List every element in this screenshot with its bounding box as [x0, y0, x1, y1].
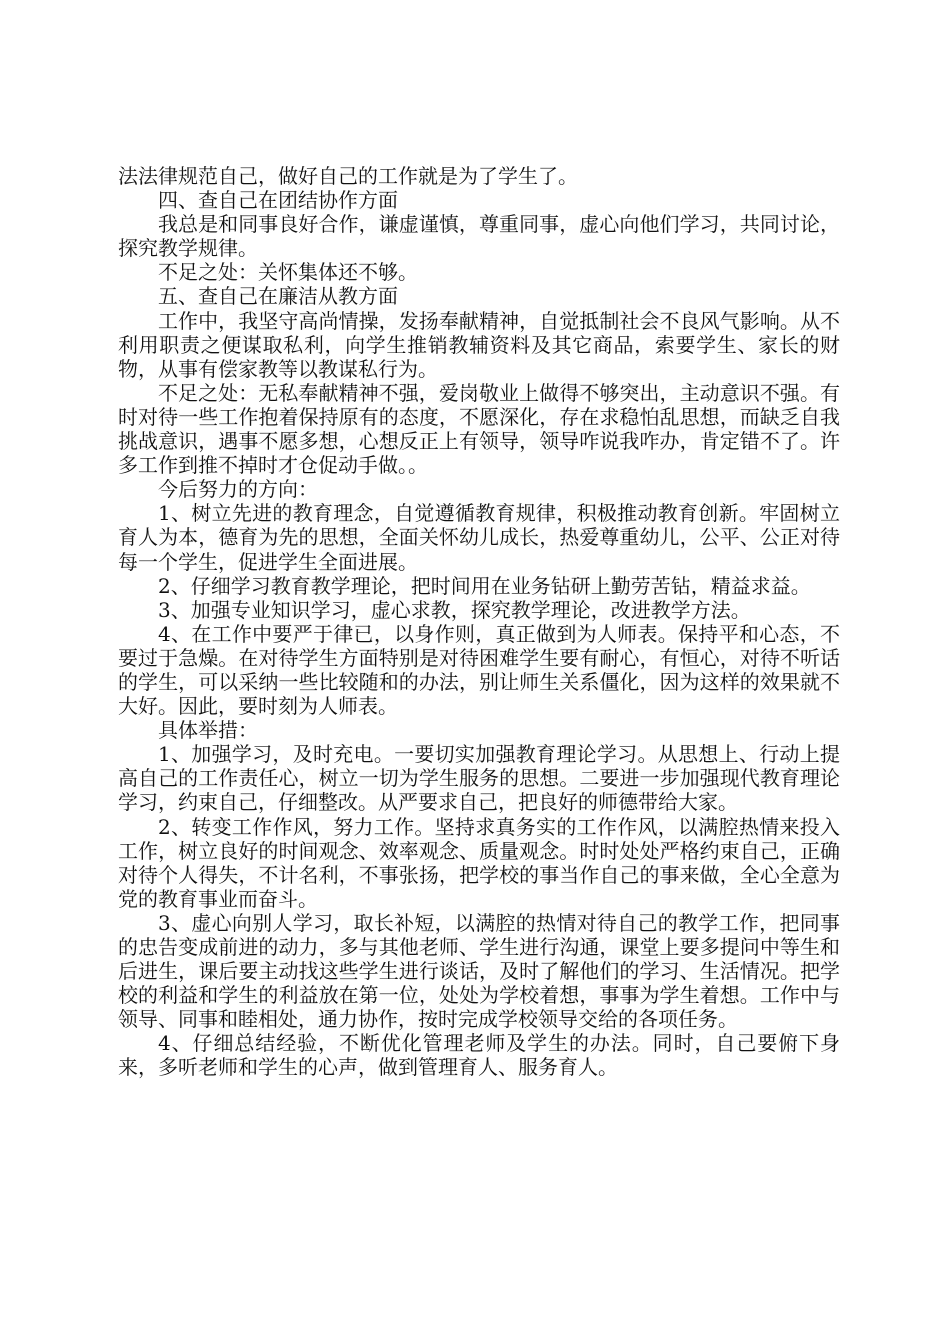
- document-page: [118, 164, 840, 1080]
- list-item-measure-2: 2、转变工作作风，努力工作。坚持求真务实的工作作风，以满腔热情来投入工作，树立良好的时间观念、效率观念、质量观念。时时处处严格约束自己，正确对待个人得失，不计名利，不事张扬，把学校的事当作自己的事来做，全心全意为党的教育事业而奋斗。: [118, 814, 840, 911]
- section-heading-future-direction: 今后努力的方向：: [158, 477, 318, 502]
- paragraph-teamwork-shortcoming: 不足之处：关怀集体还不够。: [158, 260, 418, 285]
- paragraph-teamwork: 我总是和同事良好合作，谦虚谨慎，尊重同事，虚心向他们学习，共同讨论，探究教学规律。: [118, 212, 840, 261]
- section-heading-integrity: 五、查自己在廉洁从教方面: [158, 284, 398, 309]
- list-item-measure-3: 3、虚心向别人学习，取长补短，以满腔的热情对待自己的教学工作，把同事的忠告变成前进的动力，多与其他老师、学生进行沟通，课堂上要多提问中等生和后进生，课后要主动找这些学生进行谈话，及时了解他们的学习、生活情况。把学校的利益和学生的利益放在第一位，处处为学校着想，事事为学生着想。工作中与领导、同事和睦相处，通力协作，按时完成学校领导交给的各项任务。: [118, 910, 840, 1032]
- paragraph-integrity: 工作中，我坚守高尚情操，发扬奉献精神，自觉抵制社会不良风气影响。从不利用职责之便谋取私利，向学生推销教辅资料及其它商品，索要学生、家长的财物，从事有偿家教等以教谋私行为。: [118, 308, 840, 381]
- section-heading-teamwork: 四、查自己在团结协作方面: [158, 188, 398, 213]
- paragraph-integrity-shortcoming: 不足之处：无私奉献精神不强，爱岗敬业上做得不够突出，主动意识不强。有时对待一些工作抱着保持原有的态度，不愿深化，存在求稳怕乱思想，而缺乏自我挑战意识，遇事不愿多想，心想反正上有领导，领导咋说我咋办，肯定错不了。许多工作到推不掉时才仓促动手做。。: [118, 380, 840, 478]
- list-item-measure-4: 4、仔细总结经验，不断优化管理老师及学生的办法。同时，自己要俯下身来，多听老师和学生的心声，做到管理育人、服务育人。: [118, 1031, 840, 1080]
- paragraph-continuation: 法法律规范自己，做好自己的工作就是为了学生了。: [118, 164, 578, 188]
- list-item-measure-1: 1、加强学习，及时充电。一要切实加强教育理论学习。从思想上、行动上提高自己的工作责任心，树立一切为学生服务的思想。二要进一步加强现代教育理论学习，约束自己，仔细整改。从严要求自己，把良好的师德带给大家。: [118, 742, 840, 815]
- list-item-direction-1: 1、树立先进的教育理念，自觉遵循教育规律，积极推动教育创新。牢固树立育人为本，德育为先的思想，全面关怀幼儿成长，热爱尊重幼儿，公平、公正对待每一个学生，促进学生全面进展。: [118, 501, 840, 574]
- list-item-direction-3: 3、加强专业知识学习，虚心求教，探究教学理论，改进教学方法。: [158, 597, 751, 622]
- list-item-direction-4: 4、在工作中要严于律已，以身作则，真正做到为人师表。保持平和心态，不要过于急燥。在对待学生方面特别是对待困难学生要有耐心，有恒心，对待不听话的学生，可以采纳一些比较随和的办法，别让师生关系僵化，因为这样的效果就不大好。因此，要时刻为人师表。: [118, 621, 840, 719]
- list-item-direction-2: 2、仔细学习教育教学理论，把时间用在业务钻研上勤劳苦钻，精益求益。: [158, 573, 811, 598]
- section-heading-measures: 具体举措：: [158, 718, 258, 743]
